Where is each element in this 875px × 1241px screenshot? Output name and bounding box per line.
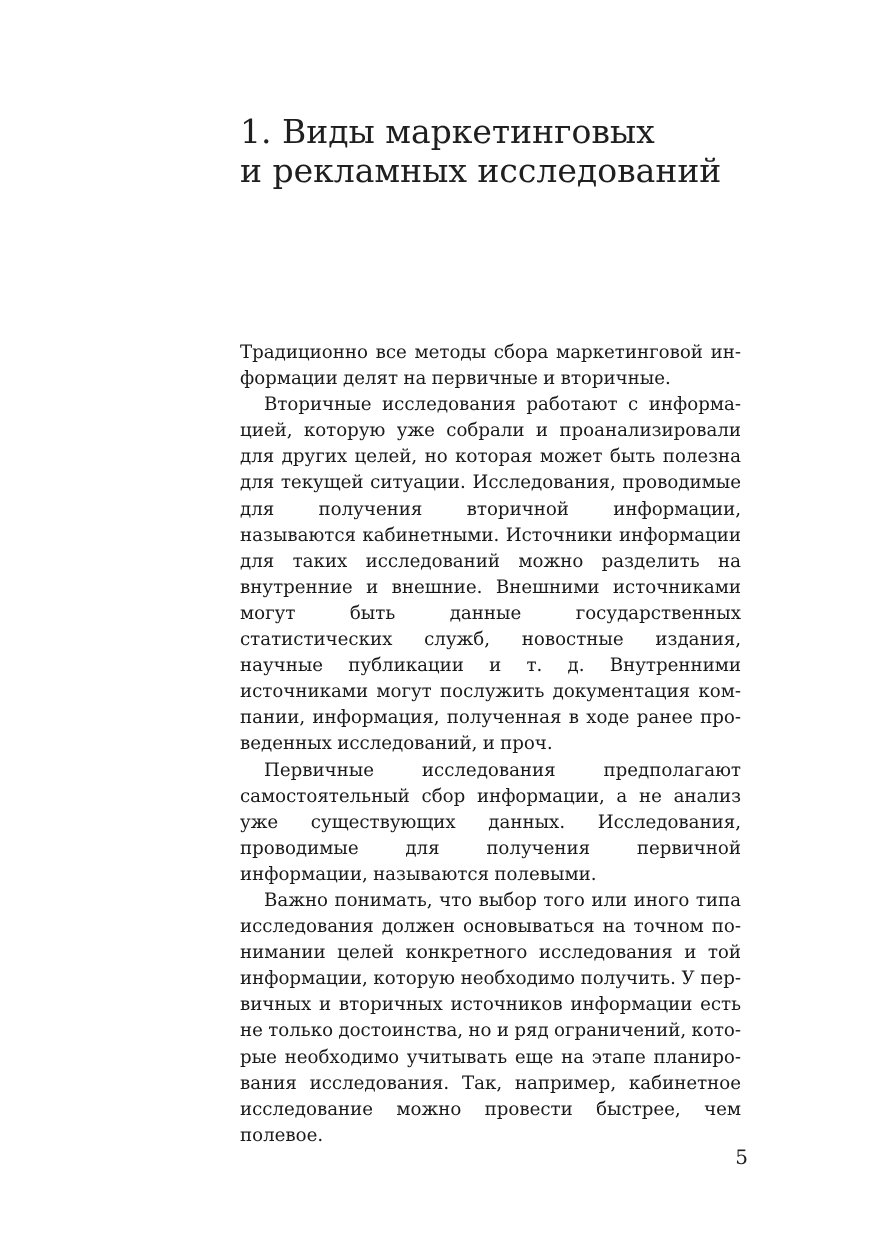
paragraph-secondary-research: Вторичные исследования работают с информацией, которую уже собрали и проанализировали для других целей, но которая может быть полезна для текущей ситуации. Исследования, проводимые для получения вторичной информации, называются кабинетными. Источники информации для таких исследований можно разделить на внутренние и внешние. Внешними источниками могут быть данные государственных статистических служб, новостные издания, научные публикации и т. д. Внутренними источниками могут послужить документация компании, информация, полученная в ходе ранее проведенных исследований, и проч.: [240, 394, 741, 755]
body-text: [240, 340, 741, 1149]
chapter-title-line-2: и рекламных исследований: [240, 151, 722, 190]
paragraph-choosing-research-type: Важно понимать, что выбор того или иного типа исследования должен основываться на точном понимании целей конкретного исследования и той информации, которую необходимо получить. У первичных и вторичных источников информации есть не только достоинства, но и ряд ограничений, которые необходимо учитывать еще на этапе планирования исследования. Так, например, кабинетное исследование можно провести быстрее, чем полевое.: [240, 889, 741, 1146]
paragraph-primary-research: Первичные исследования предполагают самостоятельный сбор информации, а не анализ уже существующих данных. Исследования, проводимые для получения первичной информации, называются полевыми.: [240, 759, 741, 885]
chapter-title-line-1: 1. Виды маркетинговых: [240, 112, 655, 151]
paragraph-intro: Традиционно все методы сбора маркетинговой информации делят на первичные и вторичные.: [240, 342, 741, 390]
page-number: 5: [735, 1145, 748, 1169]
chapter-title: [240, 112, 800, 190]
